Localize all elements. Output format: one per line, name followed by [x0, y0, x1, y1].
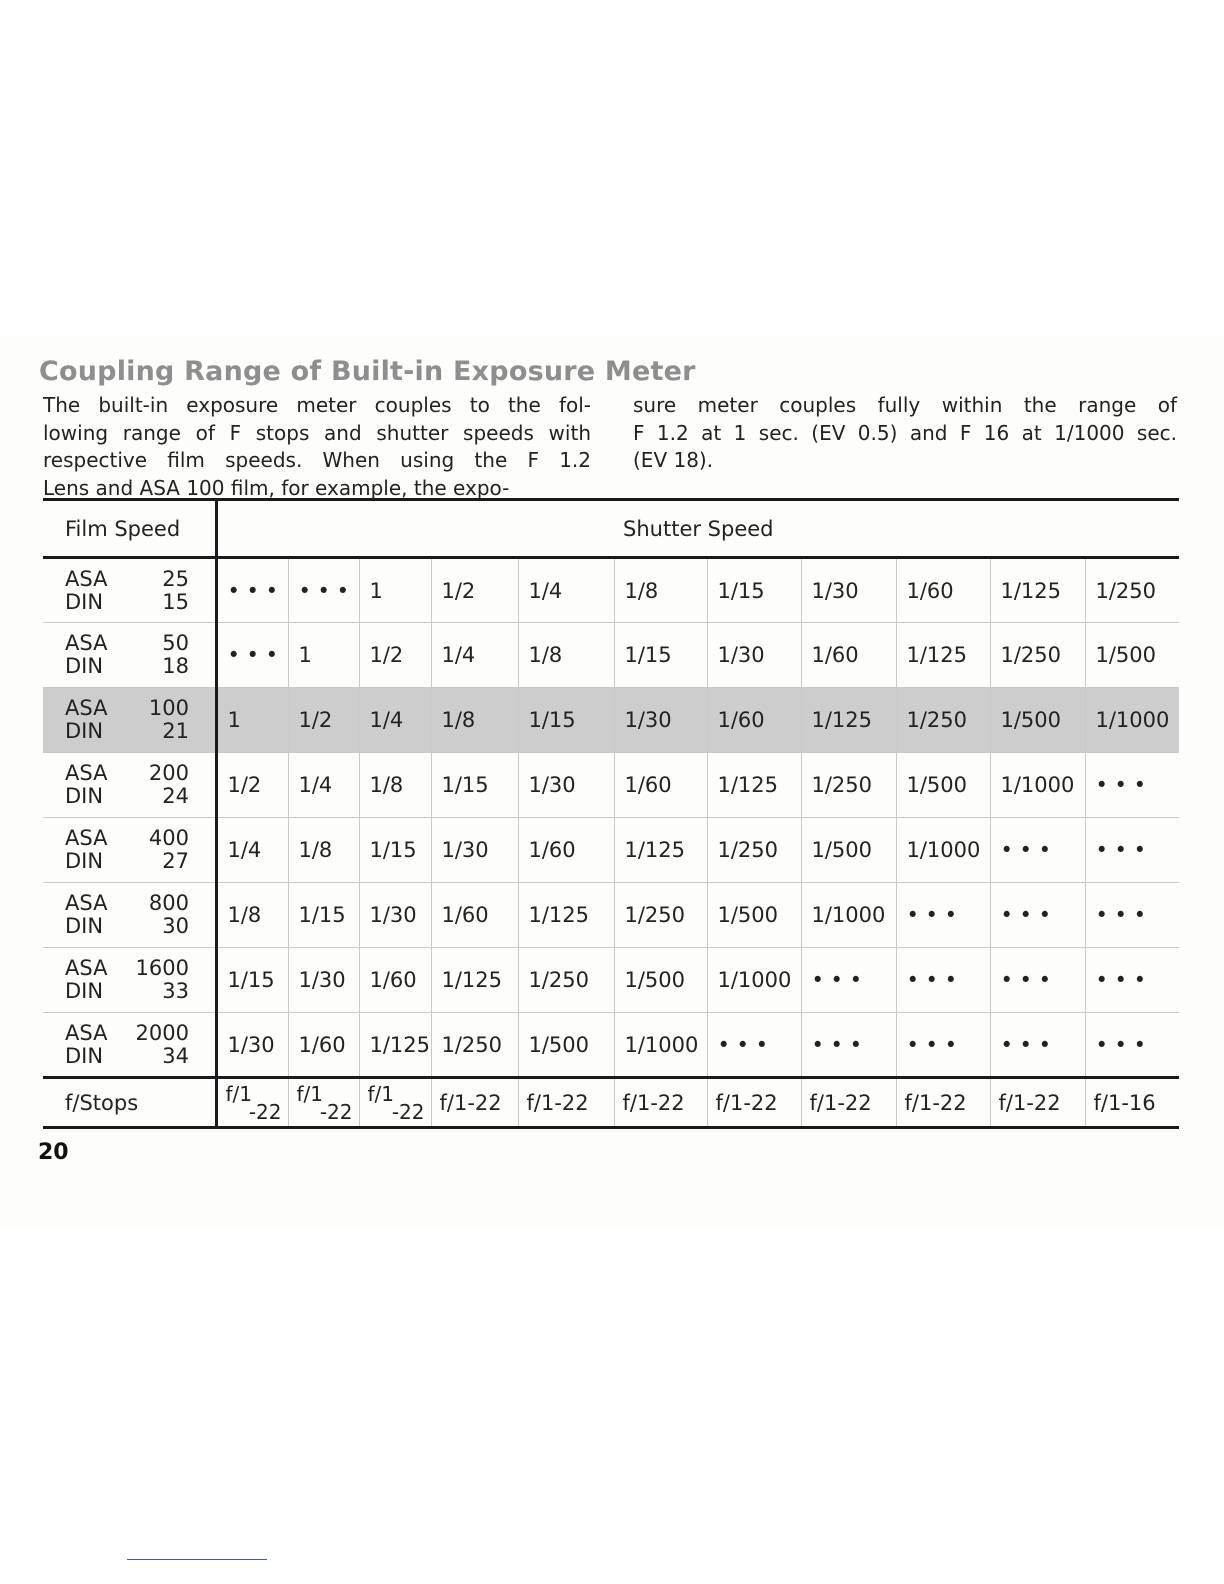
shutter-speed-cell: 1/2	[431, 558, 518, 623]
din-line	[65, 655, 189, 678]
shutter-speed-cell: 1/15	[359, 818, 431, 883]
shutter-speed-cell: 1/4	[431, 623, 518, 688]
asa-label: ASA	[65, 826, 108, 850]
asa-label: ASA	[65, 891, 108, 915]
shutter-speed-cell: 1/8	[518, 623, 614, 688]
din-line	[65, 1045, 189, 1068]
table-row	[43, 688, 1179, 753]
shutter-speed-cell: • • •	[896, 1013, 990, 1078]
shutter-speed-cell: • • •	[801, 948, 896, 1013]
shutter-speed-cell: 1	[359, 558, 431, 623]
din-value: 24	[162, 784, 189, 808]
shutter-speed-cell: 1/250	[801, 753, 896, 818]
shutter-speed-cell: • • •	[1085, 948, 1179, 1013]
fstop-lower: -22	[319, 1099, 353, 1124]
din-label: DIN	[65, 719, 104, 743]
shutter-speed-cell: 1/4	[288, 753, 359, 818]
din-line	[65, 850, 189, 873]
table-row	[43, 623, 1179, 688]
table-row	[43, 948, 1179, 1013]
shutter-speed-cell: 1/60	[431, 883, 518, 948]
shutter-speed-cell: 1/250	[431, 1013, 518, 1078]
din-label: DIN	[65, 654, 104, 678]
shutter-speed-cell: 1/125	[896, 623, 990, 688]
asa-value: 25	[162, 566, 189, 591]
shutter-speed-header: Shutter Speed	[216, 500, 1179, 558]
fstop-cell: f/1-22	[801, 1078, 896, 1128]
section-title: Coupling Range of Built-in Exposure Meter	[39, 356, 696, 387]
shutter-speed-cell: 1/4	[518, 558, 614, 623]
shutter-speed-cell: 1/8	[288, 818, 359, 883]
table-row	[43, 1013, 1179, 1078]
fstop-cell: f/1-22	[896, 1078, 990, 1128]
fstop-cell: f/1-16	[1085, 1078, 1179, 1128]
table-header-row	[43, 500, 1179, 558]
fstop-upper: f/1	[296, 1081, 324, 1106]
asa-value: 2000	[135, 1020, 189, 1045]
fstop-upper: f/1	[225, 1081, 253, 1106]
asa-line	[65, 892, 189, 915]
shutter-speed-cell: 1/30	[801, 558, 896, 623]
shutter-speed-cell: 1/30	[216, 1013, 288, 1078]
film-speed-cell	[43, 948, 216, 1013]
shutter-speed-cell: 1/8	[431, 688, 518, 753]
shutter-speed-cell: • • •	[1085, 883, 1179, 948]
shutter-speed-cell: 1/30	[614, 688, 707, 753]
shutter-speed-cell: • • •	[288, 558, 359, 623]
asa-label: ASA	[65, 761, 108, 785]
film-speed-cell	[43, 688, 216, 753]
shutter-speed-cell: 1/4	[359, 688, 431, 753]
shutter-speed-cell: 1/125	[359, 1013, 431, 1078]
shutter-speed-cell: 1/1000	[614, 1013, 707, 1078]
shutter-speed-cell: • • •	[896, 948, 990, 1013]
shutter-speed-cell: 1/15	[518, 688, 614, 753]
shutter-speed-cell: • • •	[216, 623, 288, 688]
film-speed-header: Film Speed	[43, 500, 216, 558]
shutter-speed-cell: 1/60	[801, 623, 896, 688]
fstop-upper: f/1	[367, 1081, 395, 1106]
din-line	[65, 785, 189, 808]
shutter-speed-cell: 1/60	[518, 818, 614, 883]
shutter-speed-cell: 1/15	[288, 883, 359, 948]
fstop-split	[225, 1081, 288, 1124]
asa-label: ASA	[65, 1020, 108, 1045]
asa-value: 200	[148, 761, 189, 785]
din-label: DIN	[65, 1043, 104, 1068]
shutter-speed-cell: 1/125	[801, 688, 896, 753]
shutter-speed-cell: • • •	[1085, 1013, 1179, 1078]
shutter-speed-cell: 1/250	[707, 818, 801, 883]
shutter-speed-cell: 1/1000	[801, 883, 896, 948]
fstop-cell	[359, 1078, 431, 1128]
shutter-speed-cell: 1/125	[614, 818, 707, 883]
din-value: 34	[162, 1043, 189, 1068]
shutter-speed-cell: 1/500	[707, 883, 801, 948]
din-line	[65, 591, 189, 614]
fstop-cell: f/1-22	[707, 1078, 801, 1128]
shutter-speed-cell: 1/2	[359, 623, 431, 688]
din-label: DIN	[65, 914, 104, 938]
fstops-label: f/Stops	[43, 1078, 216, 1128]
asa-value: 1600	[135, 956, 189, 980]
film-speed-cell	[43, 753, 216, 818]
shutter-speed-cell: 1/30	[359, 883, 431, 948]
shutter-speed-cell: 1/250	[990, 623, 1085, 688]
shutter-speed-cell: • • •	[1085, 818, 1179, 883]
fstop-split	[296, 1081, 359, 1124]
shutter-speed-cell: 1/125	[431, 948, 518, 1013]
film-speed-cell	[43, 558, 216, 623]
din-value: 21	[162, 719, 189, 743]
page-number: 20	[38, 1140, 69, 1165]
shutter-speed-cell: • • •	[216, 558, 288, 623]
intro-line: F 1.2 at 1 sec. (EV 0.5) and F 16 at 1/1000 sec.	[633, 420, 1177, 445]
shutter-speed-cell: 1/250	[896, 688, 990, 753]
shutter-speed-cell: 1/2	[288, 688, 359, 753]
fstop-cell: f/1-22	[614, 1078, 707, 1128]
shutter-speed-cell: 1/8	[614, 558, 707, 623]
din-line	[65, 980, 189, 1003]
shutter-speed-cell: 1/125	[990, 558, 1085, 623]
din-value: 15	[162, 589, 189, 614]
asa-label: ASA	[65, 631, 108, 655]
shutter-speed-cell: 1/60	[707, 688, 801, 753]
intro-line: (EV 18).	[633, 448, 714, 472]
table-row	[43, 818, 1179, 883]
table-body	[43, 558, 1179, 1078]
din-label: DIN	[65, 979, 104, 1003]
asa-value: 400	[148, 826, 189, 850]
asa-line	[65, 697, 189, 720]
footer-rule	[127, 1559, 267, 1560]
asa-label: ASA	[65, 696, 108, 720]
shutter-speed-cell: 1	[288, 623, 359, 688]
shutter-speed-cell: 1/1000	[1085, 688, 1179, 753]
intro-line: lowing range of F stops and shutter speeds with	[43, 420, 591, 445]
shutter-speed-cell: 1/15	[707, 558, 801, 623]
din-line	[65, 915, 189, 938]
shutter-speed-cell: 1/125	[518, 883, 614, 948]
shutter-speed-cell: • • •	[990, 818, 1085, 883]
fstop-split	[367, 1081, 431, 1124]
intro-left-column	[43, 392, 591, 502]
shutter-speed-cell: • • •	[990, 948, 1085, 1013]
table-row	[43, 558, 1179, 623]
shutter-speed-cell: 1/500	[801, 818, 896, 883]
shutter-speed-cell: 1/30	[288, 948, 359, 1013]
film-speed-cell	[43, 623, 216, 688]
shutter-speed-cell: 1/4	[216, 818, 288, 883]
fstop-cell: f/1-22	[518, 1078, 614, 1128]
shutter-speed-cell: 1/1000	[707, 948, 801, 1013]
film-speed-cell	[43, 1013, 216, 1078]
intro-line: respective film speeds. When using the F 1.2	[43, 448, 591, 472]
shutter-speed-cell: • • •	[801, 1013, 896, 1078]
film-speed-cell	[43, 883, 216, 948]
shutter-speed-cell: 1	[216, 688, 288, 753]
intro-line: The built-in exposure meter couples to the fol-	[43, 393, 591, 417]
shutter-speed-cell: 1/1000	[990, 753, 1085, 818]
asa-value: 50	[162, 631, 189, 655]
asa-line	[65, 632, 189, 655]
coupling-range-table	[43, 498, 1179, 1129]
shutter-speed-cell: 1/60	[896, 558, 990, 623]
din-value: 33	[162, 979, 189, 1003]
din-label: DIN	[65, 784, 104, 808]
asa-value: 800	[148, 891, 189, 915]
shutter-speed-cell: 1/15	[431, 753, 518, 818]
shutter-speed-cell: 1/60	[614, 753, 707, 818]
din-label: DIN	[65, 589, 104, 614]
table-row	[43, 753, 1179, 818]
fstop-cell: f/1-22	[990, 1078, 1085, 1128]
intro-line: Lens and ASA 100 film, for example, the expo-	[43, 475, 510, 500]
shutter-speed-cell: • • •	[1085, 753, 1179, 818]
shutter-speed-cell: 1/500	[990, 688, 1085, 753]
din-value: 18	[162, 654, 189, 678]
intro-line: sure meter couples fully within the range of	[633, 393, 1177, 417]
shutter-speed-cell: • • •	[707, 1013, 801, 1078]
asa-line	[65, 1022, 189, 1045]
table-row	[43, 883, 1179, 948]
din-line	[65, 720, 189, 743]
shutter-speed-cell: 1/125	[707, 753, 801, 818]
shutter-speed-cell: 1/1000	[896, 818, 990, 883]
shutter-speed-cell: 1/60	[359, 948, 431, 1013]
din-value: 27	[162, 849, 189, 873]
shutter-speed-cell: 1/30	[431, 818, 518, 883]
asa-label: ASA	[65, 566, 108, 591]
shutter-speed-cell: 1/500	[614, 948, 707, 1013]
fstop-lower: -22	[391, 1099, 425, 1124]
asa-line	[65, 762, 189, 785]
film-speed-cell	[43, 818, 216, 883]
shutter-speed-cell: 1/15	[614, 623, 707, 688]
shutter-speed-cell: 1/30	[518, 753, 614, 818]
shutter-speed-cell: • • •	[990, 1013, 1085, 1078]
din-value: 30	[162, 914, 189, 938]
shutter-speed-cell: 1/500	[896, 753, 990, 818]
asa-line	[65, 827, 189, 850]
shutter-speed-cell: 1/250	[614, 883, 707, 948]
shutter-speed-cell: 1/8	[216, 883, 288, 948]
asa-value: 100	[148, 696, 189, 720]
fstop-lower: -22	[248, 1099, 282, 1124]
din-label: DIN	[65, 849, 104, 873]
shutter-speed-cell: 1/8	[359, 753, 431, 818]
shutter-speed-cell: 1/500	[518, 1013, 614, 1078]
shutter-speed-cell: 1/30	[707, 623, 801, 688]
shutter-speed-cell: 1/500	[1085, 623, 1179, 688]
asa-line	[65, 568, 189, 591]
intro-right-column	[633, 392, 1177, 475]
fstop-cell	[288, 1078, 359, 1128]
shutter-speed-cell: 1/15	[216, 948, 288, 1013]
shutter-speed-cell: 1/250	[518, 948, 614, 1013]
shutter-speed-cell: 1/2	[216, 753, 288, 818]
fstop-cell: f/1-22	[431, 1078, 518, 1128]
shutter-speed-cell: • • •	[896, 883, 990, 948]
fstop-cell	[216, 1078, 288, 1128]
asa-line	[65, 957, 189, 980]
shutter-speed-cell: 1/250	[1085, 558, 1179, 623]
shutter-speed-cell: 1/60	[288, 1013, 359, 1078]
fstops-row	[43, 1078, 1179, 1128]
shutter-speed-cell: • • •	[990, 883, 1085, 948]
asa-label: ASA	[65, 956, 108, 980]
